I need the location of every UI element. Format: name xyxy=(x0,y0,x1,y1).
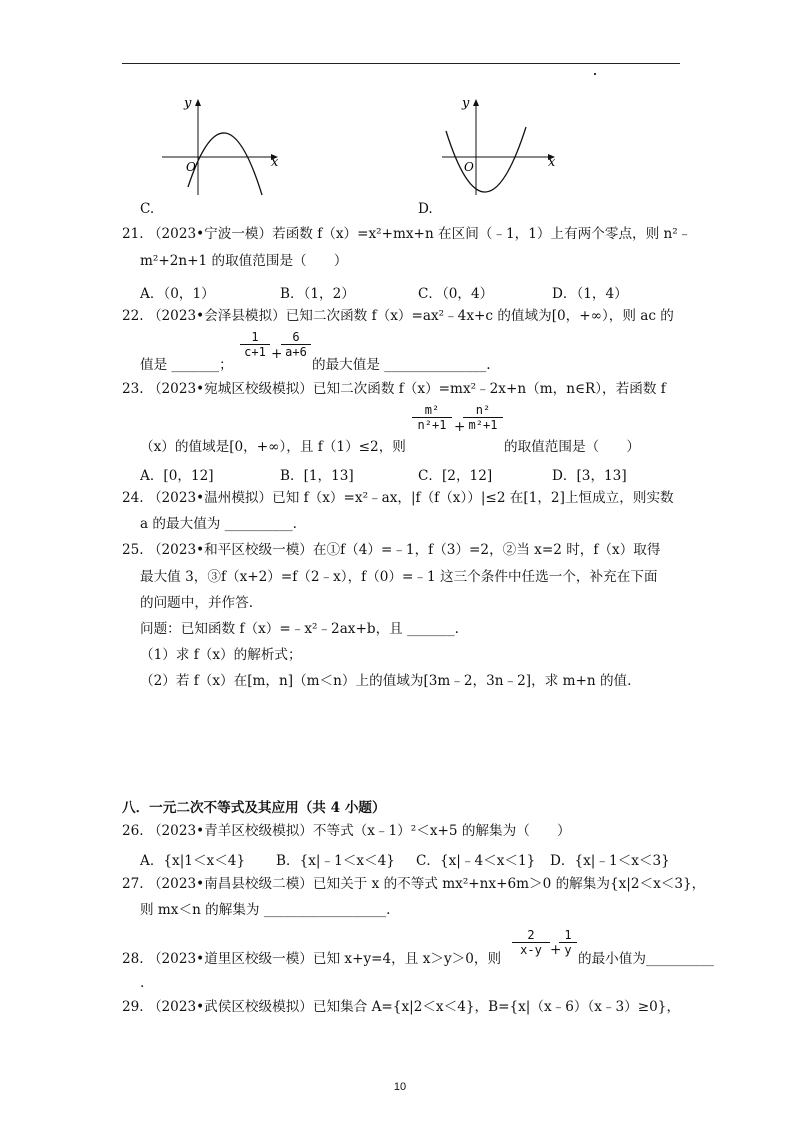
q23-frac2-numerator: n² xyxy=(463,403,503,418)
graph-d-origin-label: O xyxy=(464,160,474,174)
q22-line2-a: 值是 _______； xyxy=(140,357,233,373)
q28-frac2-denominator: y xyxy=(564,943,572,957)
q26-option-c: C．{x|﹣4＜x＜1} xyxy=(416,853,536,869)
q22-fraction-1 xyxy=(240,330,270,359)
q28-frac1-numerator: 2 xyxy=(512,928,550,943)
q22-plus: + xyxy=(271,346,283,362)
q25-line1: 25. （2023•和平区校级一模）在①f（4）=﹣1，f（3）=2，②当 x=2 时，f（x）取得 xyxy=(122,542,661,558)
q25-line4: 问题：已知函数 f（x）=﹣x²﹣2ax+b，且 _______. xyxy=(140,621,459,637)
q23-option-d: D．[3，13] xyxy=(552,468,627,484)
graph-d-x-label: x xyxy=(548,155,556,170)
q23-option-b: B．[1，13] xyxy=(280,468,354,484)
q28-fraction-1 xyxy=(512,928,550,957)
q23-fraction-2 xyxy=(463,403,503,432)
q28-line1-a: 28. （2023•道里区校级一模）已知 x+y=4，且 x＞y＞0，则 xyxy=(122,951,502,967)
q21-option-d: D．（1，4） xyxy=(552,286,628,302)
q28-line1-b: 的最小值为__________ xyxy=(578,951,714,967)
q29-line1: 29. （2023•武侯区校级模拟）已知集合 A={x|2＜x＜4}，B={x|（x﹣6）（x﹣3）≥0}， xyxy=(122,999,681,1015)
graph-c-origin-label: O xyxy=(186,160,196,174)
q27-line1: 27. （2023•南昌县校级二模）已知关于 x 的不等式 mx²+nx+6m＞0 的解集为{x|2＜x＜3}， xyxy=(122,876,706,892)
q26-option-b: B．{x|﹣1＜x＜4} xyxy=(276,853,395,869)
q26-option-a: A．{x|1＜x＜4} xyxy=(140,853,246,869)
q23-line2-a: （x）的值域是[0，+∞），且 f（1）≤2，则 xyxy=(140,439,406,455)
graph-c-label: C. xyxy=(140,201,155,217)
q24-line1: 24. （2023•温州模拟）已知 f（x）=x²﹣ax，|f（f（x））|≤2 在[1，2]上恒成立，则实数 xyxy=(122,490,674,506)
q22-frac2-denominator: a+6 xyxy=(285,345,307,359)
q22-fraction-2 xyxy=(281,330,311,359)
q28-frac2-numerator: 1 xyxy=(559,928,577,943)
q22-frac1-numerator: 1 xyxy=(240,330,270,345)
q23-line2-b: 的取值范围是（ ） xyxy=(504,439,640,455)
q22-frac1-denominator: c+1 xyxy=(244,345,266,359)
page-number: 10 xyxy=(393,1081,407,1093)
q27-line2: 则 mx＜n 的解集为 __________________. xyxy=(140,902,391,918)
q22-line2-b: 的最大值是 _______________. xyxy=(312,357,491,373)
q23-frac1-denominator: n²+1 xyxy=(417,418,447,432)
graph-c-x-label: x xyxy=(271,155,279,170)
q25-line3: 的问题中，并作答. xyxy=(140,595,254,611)
q21-option-b: B．（1，2） xyxy=(280,286,355,302)
q23-line1: 23. （2023•宛城区校级模拟）已知二次函数 f（x）=mx²﹣2x+n（m，n∈R），若函数 f xyxy=(122,381,666,397)
q28-plus: + xyxy=(550,942,562,958)
q21-option-c: C．（0，4） xyxy=(418,286,494,302)
graph-c-y-label: y xyxy=(184,96,192,111)
header-dot xyxy=(594,73,596,75)
q21-option-a: A．（0，1） xyxy=(140,286,215,302)
q28-line2: . xyxy=(140,975,145,991)
q21-line2: m²+2n+1 的取值范围是（ ） xyxy=(140,253,348,269)
graph-d xyxy=(430,95,570,205)
q22-line1: 22. （2023•会泽县模拟）已知二次函数 f（x）=ax²﹣4x+c 的值域为[0，+∞），则 ac 的 xyxy=(122,308,674,324)
q23-fraction-1 xyxy=(412,403,452,432)
q22-frac2-numerator: 6 xyxy=(281,330,311,345)
graph-d-y-label: y xyxy=(462,96,470,111)
q24-line2: a 的最大值为 __________. xyxy=(140,516,298,532)
q21-line1: 21. （2023•宁波一模）若函数 f（x）=x²+mx+n 在区间（﹣1，1）上有两个零点，则 n²﹣ xyxy=(122,226,692,242)
q23-frac2-denominator: m²+1 xyxy=(468,418,498,432)
q23-frac1-numerator: m² xyxy=(412,403,452,418)
section-8-title: 八．一元二次不等式及其应用（共 4 小题） xyxy=(122,800,386,816)
graph-c xyxy=(150,95,290,205)
q23-option-a: A．[0，12] xyxy=(140,468,214,484)
q28-frac1-denominator: x-y xyxy=(520,943,542,957)
q26-option-d: D．{x|﹣1＜x＜3} xyxy=(550,853,670,869)
graph-d-label: D. xyxy=(418,201,433,217)
q23-option-c: C．[2，12] xyxy=(418,468,493,484)
q25-line6: （2）若 f（x）在[m，n]（m＜n）上的值域为[3m﹣2，3n﹣2]，求 m+n 的值. xyxy=(140,673,632,689)
q23-plus: + xyxy=(454,419,466,435)
q26-line1: 26. （2023•青羊区校级模拟）不等式（x﹣1）²＜x+5 的解集为（ ） xyxy=(122,823,571,839)
q28-fraction-2 xyxy=(559,928,577,957)
header-rule xyxy=(122,63,680,64)
q25-line2: 最大值 3，③f（x+2）=f（2﹣x），f（0）=﹣1 这三个条件中任选一个，补充在下面 xyxy=(140,569,658,585)
q25-line5: （1）求 f（x）的解析式； xyxy=(140,647,302,663)
